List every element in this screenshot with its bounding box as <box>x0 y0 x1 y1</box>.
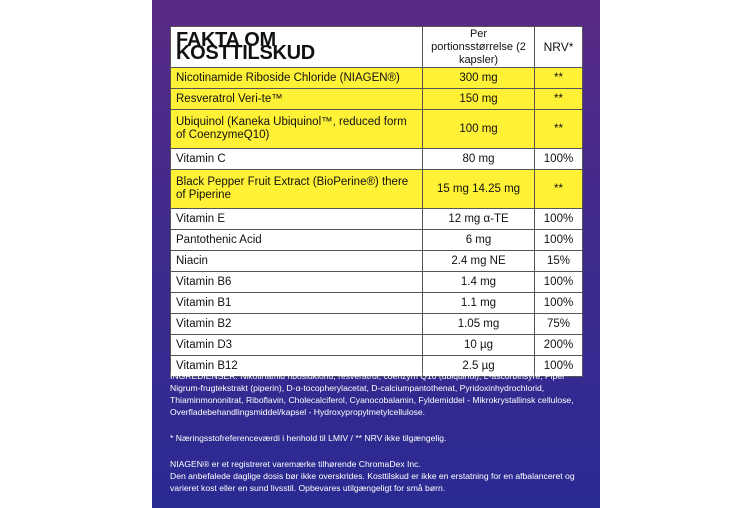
nutrient-nrv: 100% <box>535 293 583 314</box>
nutrient-name: Nicotinamide Riboside Chloride (NIAGEN®) <box>171 68 423 89</box>
nutrient-amount: 2.4 mg NE <box>423 251 535 272</box>
nutrient-nrv: ** <box>535 110 583 149</box>
nutrient-name: Vitamin B1 <box>171 293 423 314</box>
nutrient-nrv: 100% <box>535 230 583 251</box>
nutrient-name: Vitamin B12 <box>171 356 423 377</box>
trademark-notice: NIAGEN® er et registreret varemærke tilhørende ChromaDex Inc. <box>170 459 421 469</box>
table-row <box>171 68 583 89</box>
table-row <box>171 314 583 335</box>
nutrient-amount: 15 mg 14.25 mg <box>423 170 535 209</box>
per-serving-header: Per portionsstørrelse (2 kapsler) <box>423 27 535 68</box>
nutrient-name: Vitamin E <box>171 209 423 230</box>
nutrient-name: Ubiquinol (Kaneka Ubiquinol™, reduced form of CoenzymeQ10) <box>171 110 423 149</box>
nutrient-nrv: 100% <box>535 272 583 293</box>
nutrient-amount: 12 mg α-TE <box>423 209 535 230</box>
nutrient-nrv: ** <box>535 68 583 89</box>
nutrient-nrv: ** <box>535 89 583 110</box>
table-row <box>171 209 583 230</box>
nutrient-nrv: 100% <box>535 356 583 377</box>
nutrient-name: Vitamin D3 <box>171 335 423 356</box>
nutrient-nrv: 100% <box>535 149 583 170</box>
table-row <box>171 251 583 272</box>
nutrient-amount: 2.5 µg <box>423 356 535 377</box>
table-title: FAKTA OM KOSTTILSKUD <box>171 27 423 68</box>
nutrient-nrv: 15% <box>535 251 583 272</box>
label-footer <box>170 370 590 494</box>
nutrient-name: Vitamin B6 <box>171 272 423 293</box>
nutrient-amount: 100 mg <box>423 110 535 149</box>
nutrient-nrv: 75% <box>535 314 583 335</box>
table-row <box>171 230 583 251</box>
supplement-facts-table <box>170 26 583 377</box>
table-row <box>171 149 583 170</box>
nutrient-name: Resveratrol Veri-te™ <box>171 89 423 110</box>
table-row <box>171 89 583 110</box>
nutrient-name: Black Pepper Fruit Extract (BioPerine®) there of Piperine <box>171 170 423 209</box>
nutrient-name: Vitamin C <box>171 149 423 170</box>
table-row <box>171 110 583 149</box>
supplement-facts-panel <box>152 0 600 508</box>
nrv-header: NRV* <box>535 27 583 68</box>
nrv-note: * Næringsstofreferenceværdi i henhold til LMIV / ** NRV ikke tilgængelig. <box>170 433 447 443</box>
table-row <box>171 335 583 356</box>
nutrient-amount: 80 mg <box>423 149 535 170</box>
nutrient-nrv: ** <box>535 170 583 209</box>
nutrient-amount: 1.4 mg <box>423 272 535 293</box>
nutrient-amount: 1.1 mg <box>423 293 535 314</box>
nutrient-nrv: 100% <box>535 209 583 230</box>
dosage-disclaimer: Den anbefalede daglige dosis bør ikke overskrides. Kosttilskud er ikke en erstatning for en afbalanceret og varieret kost eller en sund livsstil. Opbevares utilgængeligt for små børn. <box>170 471 575 493</box>
nutrient-amount: 6 mg <box>423 230 535 251</box>
table-row <box>171 272 583 293</box>
nutrient-amount: 150 mg <box>423 89 535 110</box>
table-row <box>171 293 583 314</box>
nutrient-name: Vitamin B2 <box>171 314 423 335</box>
nutrient-amount: 1.05 mg <box>423 314 535 335</box>
nutrient-name: Niacin <box>171 251 423 272</box>
table-row <box>171 170 583 209</box>
nutrient-amount: 10 µg <box>423 335 535 356</box>
nutrient-amount: 300 mg <box>423 68 535 89</box>
nutrient-name: Pantothenic Acid <box>171 230 423 251</box>
table-header-row <box>171 27 583 68</box>
ingredients-text: INGREDIENSER: Nikotinamid ribosidklorid, resveratrol, coenzym Q10 (ubiquinol), L-ascorbinsyre, Piper Nigrum-frugtekstrakt (piperin), D-α-tocopherylacetat, D-calciumpantothenat, Pyridoxinhydrochlorid, Thiaminmononitrat, Riboflavin, Cholecalciferol, Cyanocobalamin, Fyldemiddel - Mikrokrystallinsk cellulose, Overfladebehandlingsmiddel/kapsel - Hydroxypropylmetylcellulose. <box>170 371 574 417</box>
nutrient-nrv: 200% <box>535 335 583 356</box>
